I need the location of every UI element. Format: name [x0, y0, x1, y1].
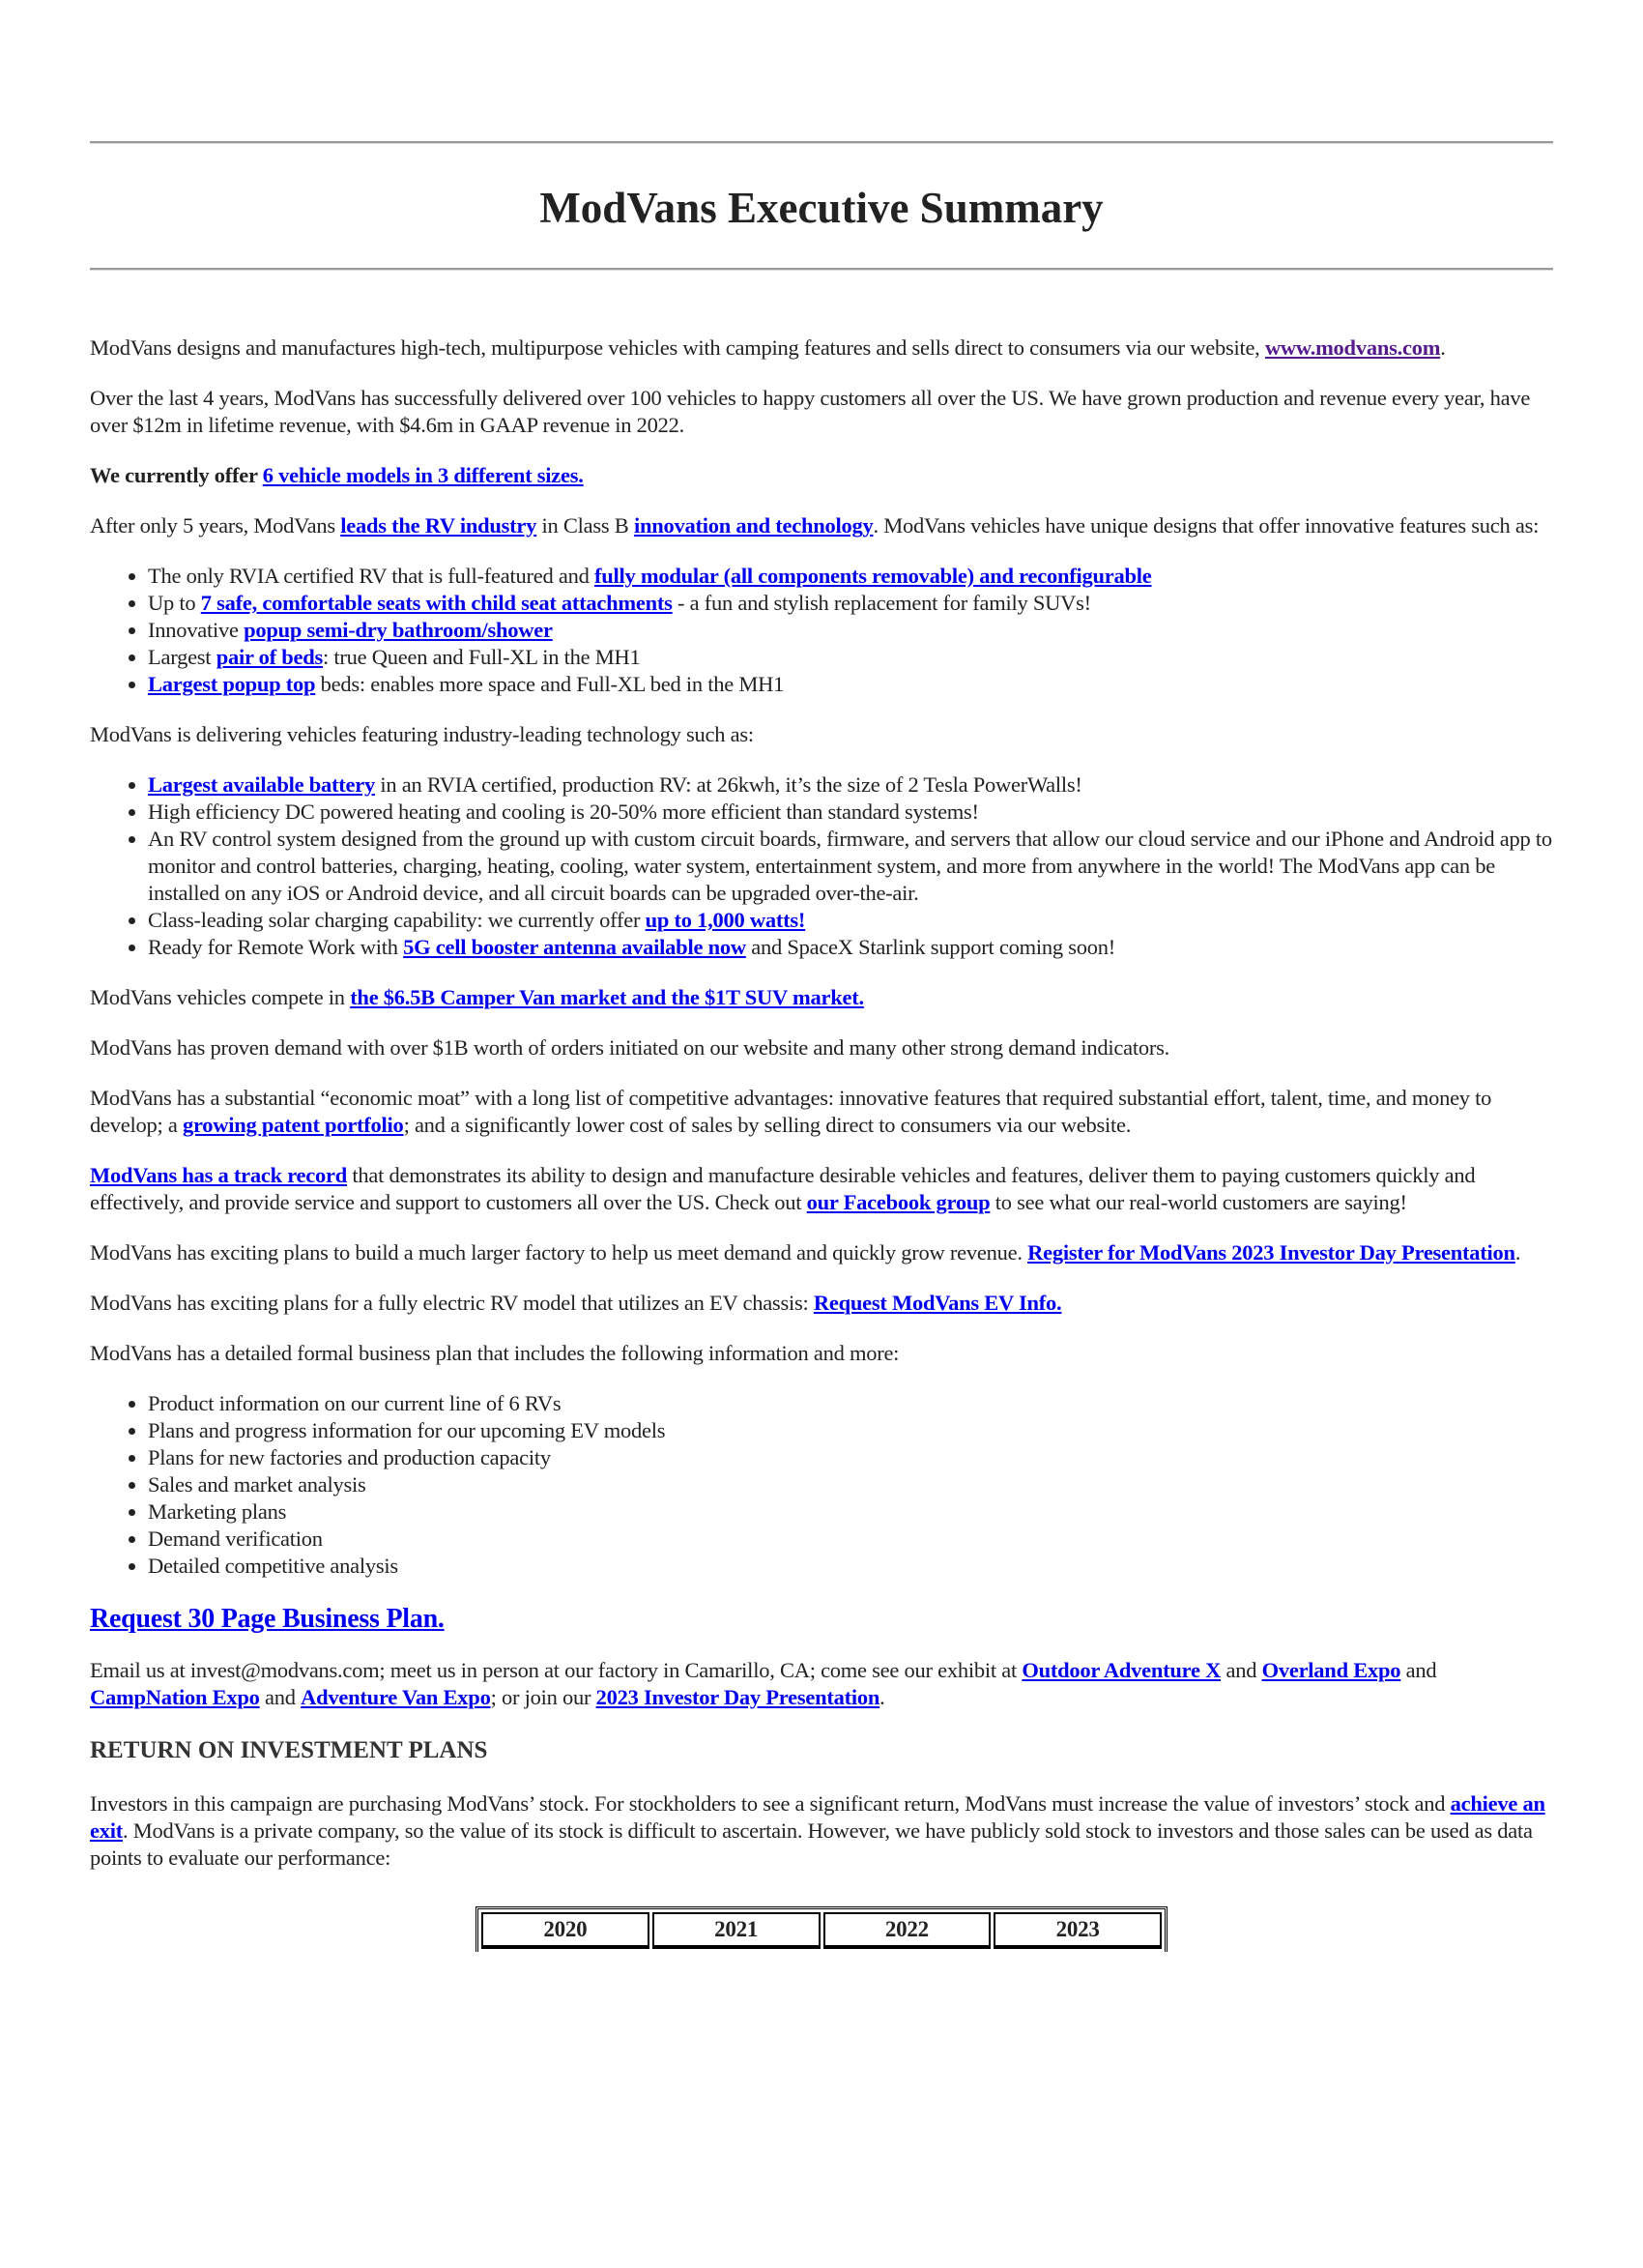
link-outdoor-adventure-x[interactable]: Outdoor Adventure X [1022, 1658, 1222, 1682]
list-item [148, 799, 1553, 826]
text: ModVans is delivering vehicles featuring industry-leading technology such as: [90, 722, 754, 746]
link-largest-available-battery[interactable]: Largest available battery [148, 772, 375, 797]
paragraph [90, 1657, 1553, 1711]
bullet-list [90, 1390, 1553, 1580]
link-register-for-modvans-2023-investor-day-p[interactable]: Register for ModVans 2023 Investor Day Presentation [1027, 1240, 1515, 1265]
text: to see what our real-world customers are saying! [990, 1190, 1407, 1214]
list-item [148, 644, 1553, 671]
list-item [148, 771, 1553, 799]
list-item [148, 934, 1553, 961]
text: Class-leading solar charging capability: we currently offer [148, 908, 646, 932]
paragraph [90, 1340, 1553, 1367]
link-fully-modular-all-components-removable-a[interactable]: fully modular (all components removable) and reconfigurable [593, 564, 1152, 588]
text: Largest [148, 645, 216, 669]
text: Sales and market analysis [148, 1472, 366, 1497]
text: We currently offer [90, 463, 263, 487]
text: High efficiency DC powered heating and cooling is 20-50% more efficient than standard systems! [148, 800, 979, 824]
text: Detailed competitive analysis [148, 1554, 398, 1578]
link-7-safe-comfortable-seats-with-child-seat[interactable]: 7 safe, comfortable seats with child seat attachments [200, 591, 673, 615]
text: ModVans has a detailed formal business plan that includes the following information and more: [90, 1341, 900, 1365]
list-item [148, 1390, 1553, 1417]
paragraph [90, 334, 1553, 362]
list-item [148, 1498, 1553, 1526]
text: Marketing plans [148, 1499, 287, 1524]
text: Email us at invest@modvans.com; meet us in person at our factory in Camarillo, CA; come see our exhibit at [90, 1658, 1023, 1682]
text: and [1221, 1658, 1262, 1682]
paragraph [90, 1085, 1553, 1139]
link-adventure-van-expo[interactable]: Adventure Van Expo [301, 1685, 491, 1709]
text: Demand verification [148, 1527, 323, 1551]
text: . [879, 1685, 885, 1709]
link-pair-of-beds[interactable]: pair of beds [216, 645, 324, 669]
paragraph [90, 1290, 1553, 1317]
link-request-30-page-business-plan[interactable]: Request 30 Page Business Plan. [90, 1604, 445, 1634]
paragraph [90, 1162, 1553, 1216]
link-growing-patent-portfolio[interactable]: growing patent portfolio [182, 1113, 404, 1137]
paragraph [90, 512, 1553, 539]
list-item [148, 1471, 1553, 1498]
bullet-list [90, 563, 1553, 698]
text: and [1400, 1658, 1437, 1682]
year-header: 2022 [823, 1912, 992, 1949]
text: Over the last 4 years, ModVans has successfully delivered over 100 vehicles to happy customers all over the US. We have grown production and revenue every year, have over $12m in lifetime revenue, with $4.6m in GAAP revenue in 2022. [90, 386, 1531, 437]
list-item [148, 563, 1553, 590]
bullet-list [90, 771, 1553, 961]
link-innovation-and-technology[interactable]: innovation and technology [633, 513, 874, 538]
list-item [148, 617, 1553, 644]
text: Ready for Remote Work with [148, 935, 404, 959]
document-page [0, 141, 1643, 1952]
link-achieve-an-exit[interactable]: achieve an exit [90, 1791, 1545, 1843]
business-plan-heading [90, 1603, 1553, 1636]
paragraph [90, 462, 1553, 489]
document-body [90, 334, 1553, 1872]
link-2023-investor-day-presentation[interactable]: 2023 Investor Day Presentation [595, 1685, 880, 1709]
text: beds: enables more space and Full-XL bed in the MH1 [315, 672, 785, 696]
paragraph [90, 1790, 1553, 1872]
link-campnation-expo[interactable]: CampNation Expo [90, 1685, 260, 1709]
link-leads-the-rv-industry[interactable]: leads the RV industry [340, 513, 537, 538]
list-item [148, 671, 1553, 698]
text: Investors in this campaign are purchasing ModVans’ stock. For stockholders to see a significant return, ModVans must increase the value of investors’ stock and [90, 1791, 1451, 1816]
text: and SpaceX Starlink support coming soon! [745, 935, 1116, 959]
link-6-vehicle-models-in-3-different-sizes[interactable]: 6 vehicle models in 3 different sizes. [262, 463, 584, 487]
table-header-row [481, 1912, 1162, 1949]
year-header: 2020 [481, 1912, 649, 1949]
text: Plans and progress information for our upcoming EV models [148, 1418, 666, 1442]
text: ModVans vehicles compete in [90, 985, 351, 1009]
title-divider [90, 268, 1553, 271]
text: in Class B [536, 513, 634, 538]
text: ; or join our [490, 1685, 596, 1709]
link-up-to-1-000-watts[interactable]: up to 1,000 watts! [645, 908, 806, 932]
text: Innovative [148, 618, 245, 642]
text: that demonstrates its ability to design and manufacture desirable vehicles and features, deliver them to paying customers quickly and effectively, and provide service and support to customers all over the US. Check out [90, 1163, 1476, 1214]
link-request-modvans-ev-info[interactable]: Request ModVans EV Info. [813, 1291, 1062, 1315]
text: ModVans designs and manufactures high-tech, multipurpose vehicles with camping features and sells direct to consumers via our website, [90, 335, 1265, 360]
text: Plans for new factories and production capacity [148, 1445, 551, 1469]
text: . [1440, 335, 1446, 360]
list-item [148, 1553, 1553, 1580]
link-modvans-has-a-track-record[interactable]: ModVans has a track record [90, 1163, 348, 1187]
section-heading [90, 1736, 1553, 1765]
link-our-facebook-group[interactable]: our Facebook group [806, 1190, 991, 1214]
text: ; and a significantly lower cost of sales by selling direct to consumers via our website. [403, 1113, 1132, 1137]
link-popup-semi-dry-bathroom-shower[interactable]: popup semi-dry bathroom/shower [244, 618, 553, 642]
link-overland-expo[interactable]: Overland Expo [1261, 1658, 1401, 1682]
text: The only RVIA certified RV that is full-featured and [148, 564, 594, 588]
list-item [148, 1444, 1553, 1471]
text: Up to [148, 591, 201, 615]
text: in an RVIA certified, production RV: at 26kwh, it’s the size of 2 Tesla PowerWalls! [374, 772, 1082, 797]
paragraph [90, 721, 1553, 748]
text: An RV control system designed from the ground up with custom circuit boards, firmware, and servers that allow our cloud service and our iPhone and Android app to monitor and control batteries, charging, heating, cooling, water system, entertainment system, and more from anywhere in the world! The ModVans app can be installed on any iOS or Android device, and all circuit boards can be upgraded over-the-air. [148, 827, 1552, 905]
text: ModVans has a substantial “economic moat” with a long list of competitive advantages: innovative features that required substantial effort, talent, time, and money to develop; a [90, 1086, 1492, 1137]
paragraph [90, 1239, 1553, 1266]
text: and [259, 1685, 302, 1709]
year-header: 2023 [994, 1912, 1162, 1949]
text: . ModVans is a private company, so the value of its stock is difficult to ascertain. However, we have publicly sold stock to investors and those sales can be used as data points to evaluate our performance: [90, 1818, 1533, 1870]
text: ModVans has exciting plans to build a much larger factory to help us meet demand and quickly grow revenue. [90, 1240, 1028, 1265]
list-item [148, 1417, 1553, 1444]
text: : true Queen and Full-XL in the MH1 [323, 645, 641, 669]
list-item [148, 826, 1553, 907]
paragraph [90, 984, 1553, 1011]
stock-price-table [476, 1906, 1167, 1952]
list-item [148, 1526, 1553, 1553]
text: . [1514, 1240, 1521, 1265]
link-5g-cell-booster-antenna-available-now[interactable]: 5G cell booster antenna available now [403, 935, 746, 959]
year-header: 2021 [652, 1912, 821, 1949]
link-www-modvans-com[interactable]: www.modvans.com [1264, 335, 1441, 360]
text: - a fun and stylish replacement for family SUVs! [672, 591, 1091, 615]
link-the-6-5b-camper-van-market-and-the-1t-su[interactable]: the $6.5B Camper Van market and the $1T SUV market. [350, 985, 864, 1009]
link-largest-popup-top[interactable]: Largest popup top [148, 672, 316, 696]
page-title: ModVans Executive Summary [539, 184, 1104, 232]
top-divider [90, 141, 1553, 144]
paragraph [90, 1034, 1553, 1061]
list-item [148, 590, 1553, 617]
text: . ModVans vehicles have unique designs that offer innovative features such as: [873, 513, 1540, 538]
text: ModVans has proven demand with over $1B worth of orders initiated on our website and many other strong demand indicators. [90, 1035, 1170, 1060]
list-item [148, 907, 1553, 934]
text: After only 5 years, ModVans [90, 513, 341, 538]
text: ModVans has exciting plans for a fully electric RV model that utilizes an EV chassis: [90, 1291, 814, 1315]
paragraph [90, 385, 1553, 439]
text: RETURN ON INVESTMENT PLANS [90, 1737, 488, 1763]
text: Product information on our current line of 6 RVs [148, 1391, 562, 1415]
